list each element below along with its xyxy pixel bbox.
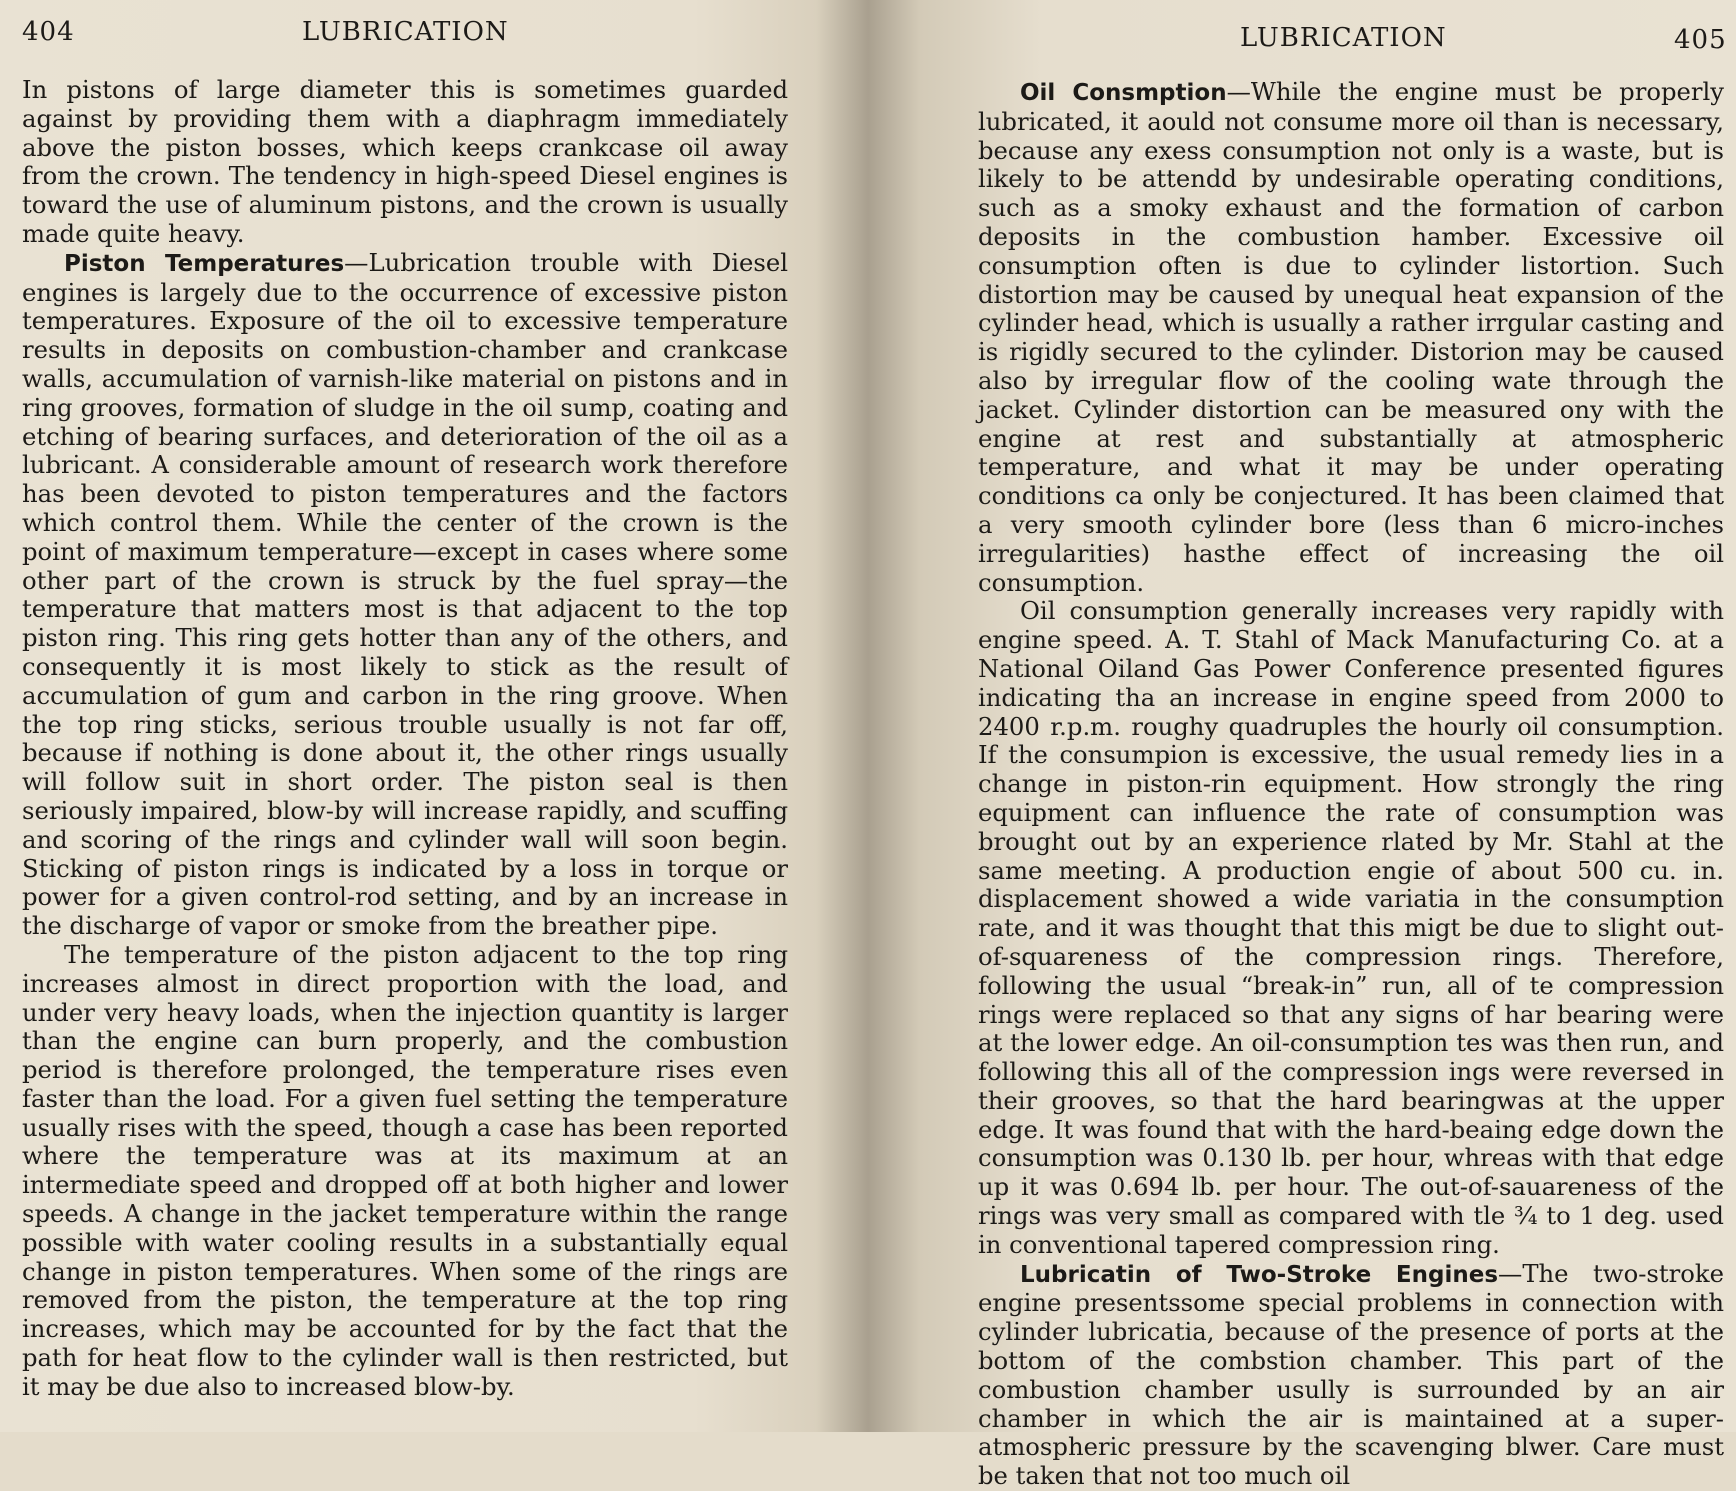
- paragraph: [978, 78, 1724, 597]
- paragraph: [978, 597, 1724, 1259]
- paragraph: [22, 941, 788, 1402]
- page-number: 405: [1674, 25, 1727, 55]
- paragraph-text: Oil consumption generally increases very rapidly with engine speed. A. T. Stahl of Mack Manufacturing Co. at a National Oiland Gas Power Conference presented figures indicating tha an increase in engine speed from 2000 to 2400 r.p.m. roughy quadruples the hourly oil consumption. If the consumpion is excessive, the usual remedy lies in a change in piston-rin equipment. How strongly the ring equipment can influence the rate of consumption was brought out by an experience rlated by Mr. Stahl at the same meeting. A production engie of about 500 cu. in. displacement showed a wide variatia in the consumption rate, and it was thought that this migt be due to slight out-of-squareness of the compression rings. Therefore, following the usual “break-in” run, all of te compression rings were replaced so that any signs of har bearing were at the lower edge. An oil-consumption tes was then run, and following this all of the compression ings were reversed in their grooves, so that the hard bearingwas at the upper edge. It was found that with the hard-beaing edge down the consumption was 0.130 lb. per hour, whreas with that edge up it was 0.694 lb. per hour. The out-of-sauareness of the rings was very small as compared with tle ¾ to 1 deg. used in conventional tapered compression ring.: [978, 596, 1724, 1259]
- paragraph: [22, 76, 788, 249]
- paragraph: [978, 1260, 1724, 1491]
- paragraph: [22, 249, 788, 941]
- paragraph-text: —Lubrication trouble with Diesel engines is largely due to the occurrence of excessive piston temperatures. Exposure of the oil to excessive temperature results in deposits on combustion-chamber and crankcase walls, accumulation of varnish-like material on pistons and in ring grooves, formation of sludge in the oil sump, coating and etching of bearing surfaces, and deterioration of the oil as a lubricant. A considerable amount of research work therefore has been devoted to piston temperatures and the factors which control them. While the center of the crown is the point of maximum temperature—except in cases where some other part of the crown is struck by the fuel spray—the temperature that matters most is that adjacent to the top piston ring. This ring gets hotter than any of the others, and consequently it is most likely to stick as the result of accumulation of gum and carbon in the ring groove. When the top ring sticks, serious trouble usually is not far off, because if nothing is done about it, the other rings usually will follow suit in short order. The piston seal is then seriously impaired, blow-by will increase rapidly, and scuffing and scoring of the rings and cylinder wall will soon begin. Sticking of piston rings is indicated by a loss in torque or power for a given control-rod setting, and by an increase in the discharge of vapor or smoke from the breather pipe.: [22, 247, 789, 941]
- running-title: LUBRICATION: [1240, 23, 1447, 53]
- body-text: [978, 78, 1724, 1491]
- paragraph-text: —While the engine must be properly lubricated, it aould not consume more oil than is necessary, because any exess consumption not only is a waste, but is likely to be attendd by undesirable operating conditions, such as a smoky exhaust and the formation of carbon deposits in the combustion hamber. Excessive oil consumption often is due to cylinder listortion. Such distortion may be caused by unequal heat expansion of the cylinder head, which is usually a rather irrgular casting and is rigidly secured to the cylinder. Distorion may be caused also by irregular flow of the cooling wate through the jacket. Cylinder distortion can be measured ony with the engine at rest and substantially at atmospheric temperature, and what it may be under operating conditions ca only be conjectured. It has been claimed that a very smooth cylinder bore (less than 6 micro-inches irregularities) hasthe effect of increasing the oil consumption.: [978, 77, 1724, 597]
- right-page: [880, 0, 1736, 1491]
- paragraph-text: The temperature of the piston adjacent to the top ring increases almost in direct proportion with the load, and under very heavy loads, when the injection quantity is larger than the engine can burn properly, and the combustion period is therefore prolonged, the temperature rises even faster than the load. For a given fuel setting the temperature usually rises with the speed, though a case has been reported where the temperature was at its maximum at an intermediate speed and dropped off at both higher and lower speeds. A change in the jacket temperature within the range possible with water cooling results in a substantially equal change in piston temperatures. When some of the rings are removed from the piston, the temperature at the top ring increases, which may be accounted for by the fact that the path for heat flow to the cylinder wall is then restricted, but it may be due also to increased blow-by.: [22, 939, 788, 1401]
- section-heading: Piston Temperatures: [64, 250, 345, 277]
- page-number: 404: [22, 17, 75, 47]
- section-heading: Lubricatin of Two-Stroke Engines: [1020, 1261, 1499, 1288]
- paragraph-text: —The two-stroke engine presentssome special problems in connection with cylinder lubricatia, because of the presence of ports at the bottom of the combstion chamber. This part of the combustion chamber usully is surrounded by an air chamber in which the air is maintained at a super-atmospheric pressure by the scavenging blwer. Care must be taken that not too much oil: [978, 1258, 1725, 1491]
- paragraph-text: In pistons of large diameter this is sometimes guarded against by providing them with a diaphragm immediately above the piston bosses, which keeps crankcase oil away from the crown. The tendency in high-speed Diesel engines is toward the use of aluminum pistons, and the crown is usually made quite heavy.: [22, 75, 788, 248]
- left-page: [0, 0, 820, 1432]
- section-heading: Oil Consmption: [1020, 80, 1227, 106]
- running-title: LUBRICATION: [302, 17, 509, 47]
- body-text: [22, 76, 788, 1402]
